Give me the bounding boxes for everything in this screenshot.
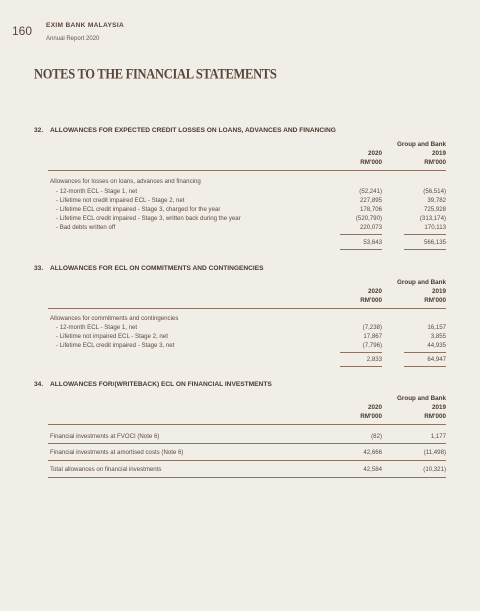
table-row-label: - Bad debts written off <box>56 224 116 231</box>
subtotal-rule <box>404 352 446 353</box>
section-32 <box>34 127 446 257</box>
total-2019: 64,947 <box>427 356 446 363</box>
section-title: ALLOWANCES FOR ECL ON COMMITMENTS AND CONTINGENCIES <box>50 265 264 272</box>
unit-2020: RM'000 <box>360 413 382 420</box>
section-33 <box>34 265 446 370</box>
value-2019: 39,782 <box>427 197 446 204</box>
group-label: Group and Bank <box>397 279 446 286</box>
total-2019: 566,135 <box>423 239 446 246</box>
total-rule <box>340 366 382 367</box>
value-2020: 42,584 <box>363 466 382 473</box>
value-2019: 16,157 <box>427 324 446 331</box>
subtotal-rule <box>404 234 446 235</box>
value-2019: (313,174) <box>419 215 446 222</box>
rule <box>48 308 446 309</box>
unit-2020: RM'000 <box>360 297 382 304</box>
unit-2019: RM'000 <box>424 413 446 420</box>
value-2019: (11,498) <box>423 449 446 456</box>
subtotal-rule <box>340 234 382 235</box>
value-2019: 44,935 <box>427 342 446 349</box>
col-2020: 2020 <box>367 288 382 295</box>
table-row-label: - Lifetime not credit impaired ECL - Stage 2, net <box>56 197 185 204</box>
table-row-label: Total allowances on financial investments <box>50 466 162 473</box>
total-2020: 53,643 <box>363 239 382 246</box>
col-2019: 2019 <box>431 288 446 295</box>
unit-2019: RM'000 <box>424 159 446 166</box>
row-rule <box>48 443 446 444</box>
page-number: 160 <box>12 24 33 38</box>
value-2020: (52,241) <box>359 188 382 195</box>
value-2019: 3,855 <box>430 333 446 340</box>
value-2020: 227,895 <box>359 197 382 204</box>
section-heading <box>34 127 336 134</box>
rule <box>48 424 446 425</box>
unit-2019: RM'000 <box>424 297 446 304</box>
col-2020: 2020 <box>367 404 382 411</box>
col-2020: 2020 <box>367 150 382 157</box>
value-2020: (520,790) <box>355 215 382 222</box>
section-title: ALLOWANCES FOR EXPECTED CREDIT LOSSES ON LOANS, ADVANCES AND FINANCING <box>50 127 336 134</box>
section-title: ALLOWANCES FOR/(WRITEBACK) ECL ON FINANCIAL INVESTMENTS <box>50 381 272 388</box>
section-number: 33. <box>34 265 44 272</box>
value-2019: (10,321) <box>423 466 446 473</box>
row-rule <box>48 477 446 478</box>
table-row-label: Financial investments at FVOCI (Note 6) <box>50 433 160 440</box>
table-row-label: - 12-month ECL - Stage 1, net <box>56 188 138 195</box>
table-row-label: - Lifetime ECL credit impaired - Stage 3, written back during the year <box>56 215 241 222</box>
section-heading <box>34 381 272 388</box>
bank-name: EXIM BANK MALAYSIA <box>46 22 125 29</box>
value-2019: (56,514) <box>423 188 446 195</box>
value-2019: 725,928 <box>423 206 446 213</box>
value-2019: 170,113 <box>424 224 446 231</box>
total-rule <box>340 249 382 250</box>
value-2020: (82) <box>371 433 382 440</box>
col-2019: 2019 <box>431 150 446 157</box>
table-row-label: - Lifetime ECL credit impaired - Stage 3, charged for the year <box>56 206 221 213</box>
rule <box>48 170 446 171</box>
row-intro: Allowances for commitments and contingencies <box>50 315 179 322</box>
group-label: Group and Bank <box>397 141 446 148</box>
row-intro: Allowances for losses on loans, advances and financing <box>50 178 201 185</box>
table-row-label: - 12-month ECL - Stage 1, net <box>56 324 138 331</box>
section-heading <box>34 265 264 272</box>
value-2020: 178,706 <box>359 206 382 213</box>
table-row-label: Financial investments at amortised costs (Note 6) <box>50 449 184 456</box>
value-2020: (7,238) <box>362 324 382 331</box>
value-2020: (7,796) <box>362 342 382 349</box>
value-2020: 220,073 <box>359 224 382 231</box>
notes-title: NOTES TO THE FINANCIAL STATEMENTS <box>34 66 277 83</box>
total-rule <box>404 249 446 250</box>
col-2019: 2019 <box>431 404 446 411</box>
group-label: Group and Bank <box>397 395 446 402</box>
table-row-label: - Lifetime ECL credit impaired - Stage 3, net <box>56 342 175 349</box>
table-row-label: - Lifetime not impaired ECL - Stage 2, net <box>56 333 168 340</box>
row-rule <box>48 460 446 461</box>
section-34 <box>34 381 446 481</box>
value-2020: 17,867 <box>363 333 382 340</box>
total-2020: 2,833 <box>366 356 382 363</box>
subtotal-rule <box>340 352 382 353</box>
report-name: Annual Report 2020 <box>46 36 100 42</box>
value-2020: 42,666 <box>363 449 382 456</box>
section-number: 32. <box>34 127 44 134</box>
total-rule <box>404 366 446 367</box>
value-2019: 1,177 <box>430 433 446 440</box>
unit-2020: RM'000 <box>360 159 382 166</box>
section-number: 34. <box>34 381 44 388</box>
